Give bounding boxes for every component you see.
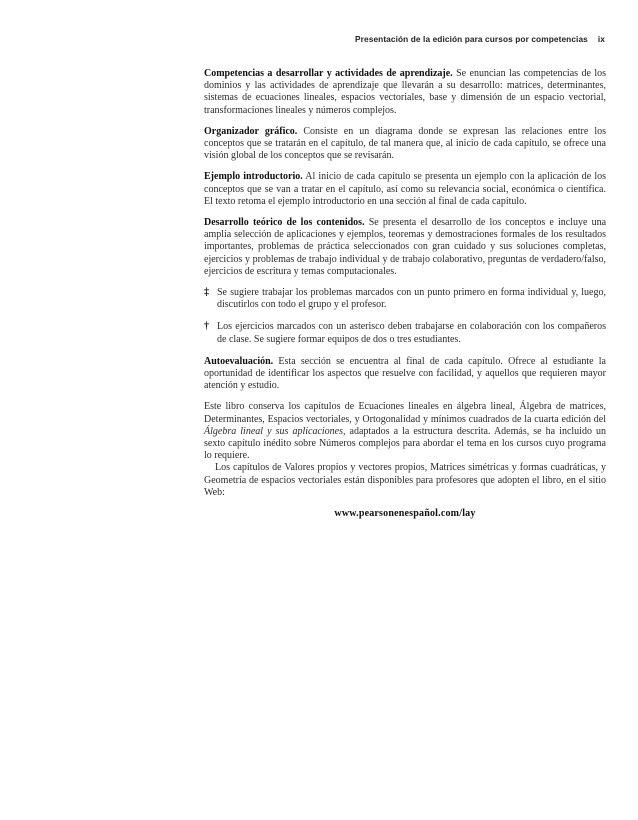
- running-head-title: Presentación de la edición para cursos por competencias: [355, 34, 588, 44]
- book-title: Álgebra lineal y sus aplicaciones,: [204, 425, 346, 437]
- bullet-text: Se sugiere trabajar los problemas marcados con un punto primero en forma individual y, luego, discutirlos con todo el grupo y el profesor.: [217, 287, 606, 311]
- paragraph-text: Este libro conserva los capítulos de Ecuaciones lineales en álgebra lineal, Álgebra de matrices, Determinantes, Espacios vectoriales, y Ortogonalidad y mínimos cuadrados de la cuarta edición del: [204, 401, 606, 425]
- dagger-icon: †: [204, 321, 209, 333]
- paragraph-libro: [204, 401, 606, 462]
- paragraph-heading: Ejemplo introductorio.: [204, 171, 303, 183]
- paragraph-heading: Organizador gráfico.: [204, 125, 298, 137]
- paragraph-text: adaptados a la estructura descrita. Además, se ha incluido un sexto capítulo inédito sobre Números complejos para abordar el tema en los cursos cuyo programa lo requiere.: [204, 425, 606, 462]
- page-number: ix: [597, 34, 605, 44]
- paragraph-heading: Autoevaluación.: [204, 355, 274, 367]
- paragraph-organizador: [204, 126, 606, 163]
- paragraph-text: Esta sección se encuentra al final de cada capítulo. Ofrece al estudiante la oportunidad de identificar los aspectos que resuelve con facilidad, y aquellos que requieren mayor atención y estudio.: [204, 355, 606, 392]
- running-head: [200, 34, 605, 44]
- paragraph-competencias: [204, 68, 606, 117]
- paragraph-heading: Competencias a desarrollar y actividades de aprendizaje.: [204, 68, 453, 79]
- paragraph-text: Se enuncian las competencias de los dominios y las actividades de aprendizaje que llevarán a su desarrollo: matrices, determinantes, sistemas de ecuaciones lineales, espacios vectoriales, base y dimensión de un espacio vectorial, transformaciones lineales y números complejos.: [204, 68, 606, 116]
- paragraph-text: Al inicio de cada capítulo se presenta un ejemplo con la aplicación de los conceptos que se van a tratar en el capítulo, así como su relevancia social, económica o científica. El texto retoma el ejemplo introductorio en una sección al final de cada capítulo.: [204, 171, 606, 207]
- bullet-item-colaborativo: [204, 321, 606, 345]
- paragraph-autoevaluacion: [204, 356, 606, 393]
- double-dagger-icon: ‡: [204, 287, 209, 299]
- paragraph-heading: Desarrollo teórico de los contenidos.: [204, 217, 365, 229]
- website-url: www.pearsonenespañol.com/lay: [334, 508, 476, 520]
- paragraph-text: Consiste en un diagrama donde se expresan las relaciones entre los conceptos que se tratarán en el capítulo, de tal manera que, al inicio de cada capítulo, se ofrece una visión global de los conceptos que se revisarán.: [204, 125, 606, 162]
- bullet-text: Los ejercicios marcados con un asterisco deben trabajarse en colaboración con los compañeros de clase. Se sugiere formar equipos de dos o tres estudiantes.: [217, 321, 606, 345]
- paragraph-desarrollo: [204, 217, 606, 278]
- page-body: [204, 68, 606, 520]
- paragraph-capitulos-web: [204, 462, 606, 499]
- paragraph-ejemplo: [204, 171, 606, 208]
- bullet-item-individual: [204, 287, 606, 311]
- paragraph-text: Los capítulos de Valores propios y vectores propios, Matrices simétricas y formas cuadráticas, y Geometría de espacios vectoriales están disponibles para profesores que adopten el libro, en el sitio Web:: [204, 462, 606, 498]
- paragraph-text: Se presenta el desarrollo de los conceptos e incluye una amplia selección de aplicaciones y ejemplos, teoremas y demostraciones formales de los resultados importantes, problemas de práctica seleccionados con gran cuidado y sus soluciones completas, ejercicios y problemas de trabajo individual y de trabajo colaborativo, preguntas de verdadero/falso, ejercicios de escritura y temas computacionales.: [204, 217, 607, 277]
